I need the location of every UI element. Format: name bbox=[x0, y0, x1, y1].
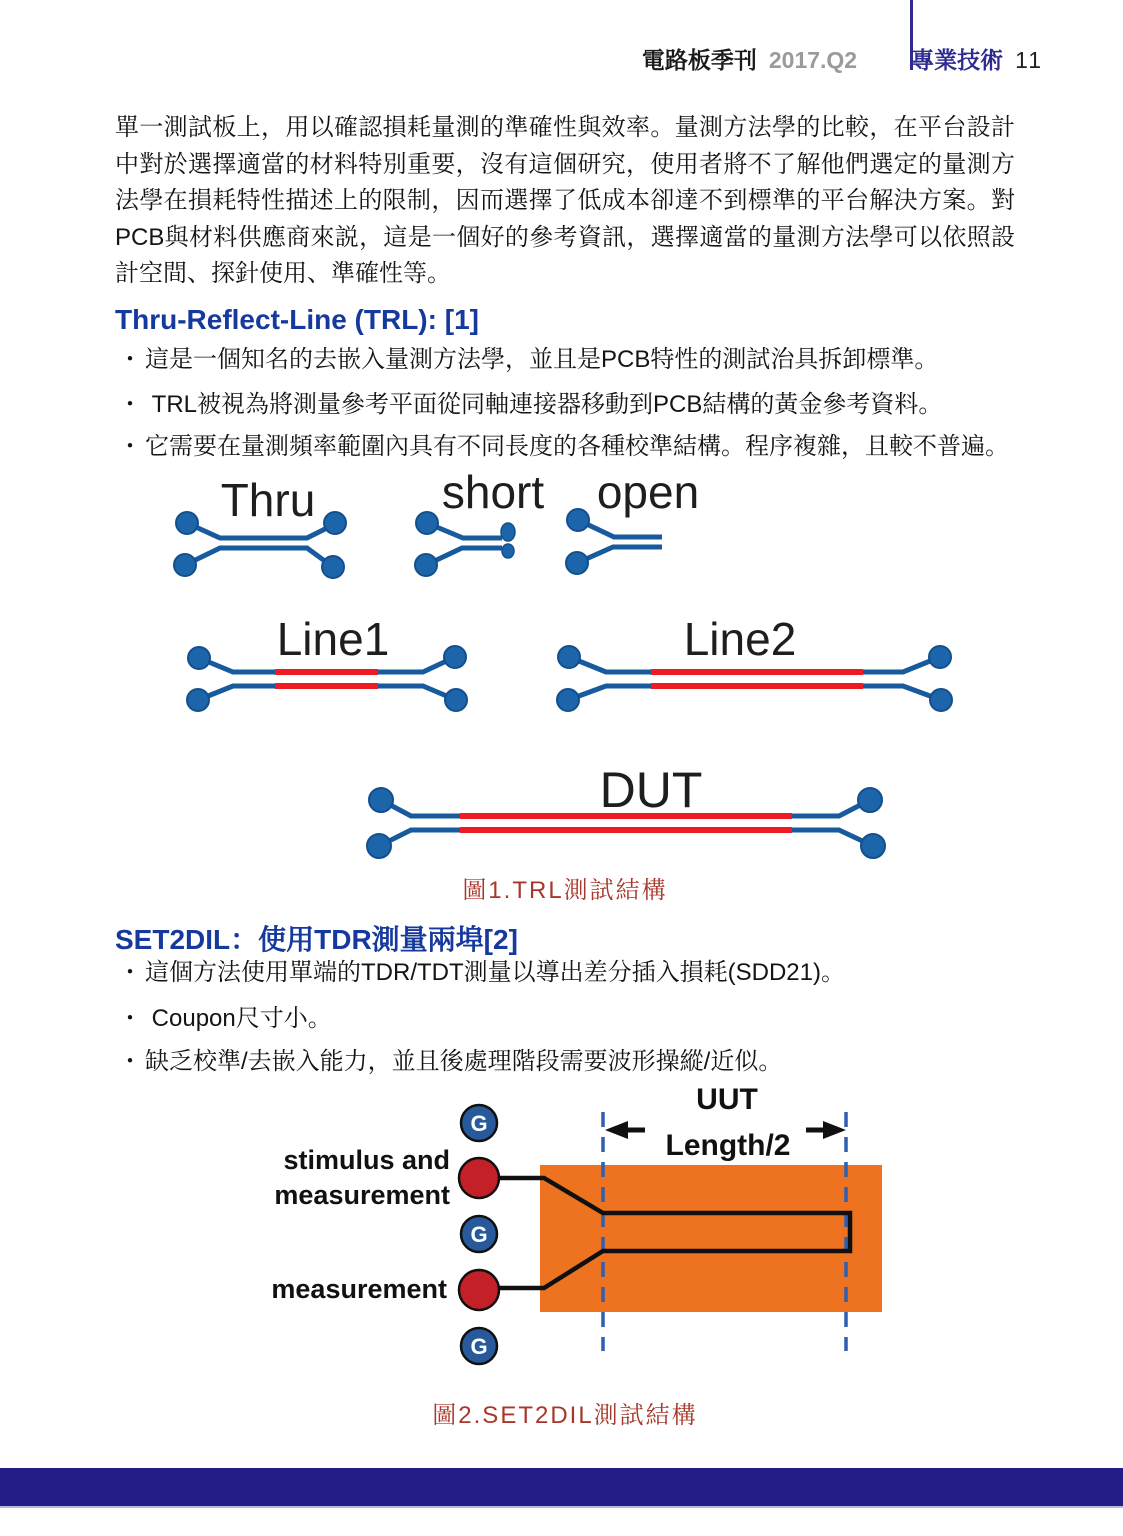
figure2-caption: 圖2.SET2DIL測試結構 bbox=[432, 1402, 698, 1429]
bullet-text: TRL被視為將測量參考平面從同軸連接器移動到PCB結構的黃金參考資料。 bbox=[145, 391, 943, 418]
journal-title: 電路板季刊 bbox=[641, 47, 757, 73]
set2dil-figure bbox=[240, 1085, 900, 1385]
bullet-icon: ・ bbox=[118, 391, 142, 418]
ground-pad-label: G bbox=[470, 1334, 488, 1359]
dut-structure bbox=[367, 762, 885, 858]
trl-bullet-2 bbox=[118, 389, 1023, 420]
page-number: 11 bbox=[1015, 47, 1043, 73]
stimulus-label-line1: stimulus and bbox=[283, 1145, 450, 1175]
set2dil-bullet-2 bbox=[118, 1003, 1023, 1034]
bullet-text: 它需要在量測頻率範圍內具有不同長度的各種校準結構。程序複雜，且較不普遍。 bbox=[145, 433, 1009, 460]
bullet-text: 這是一個知名的去嵌入量測方法學，並且是PCB特性的測試治具拆卸標準。 bbox=[145, 346, 939, 373]
set2dil-bullet-1 bbox=[118, 957, 1023, 988]
thru-structure bbox=[174, 474, 346, 578]
set2dil-bullet-3 bbox=[118, 1046, 1023, 1077]
page-header bbox=[0, 42, 1043, 75]
ground-pad-label: G bbox=[470, 1111, 488, 1136]
thru-label: Thru bbox=[220, 474, 316, 526]
short-label: short bbox=[441, 466, 545, 518]
line1-label: Line1 bbox=[276, 613, 390, 665]
bullet-text: 這個方法使用單端的TDR/TDT測量以導出差分插入損耗(SDD21)。 bbox=[145, 959, 845, 986]
figure1-caption: 圖1.TRL測試結構 bbox=[462, 877, 668, 904]
line2-structure bbox=[557, 613, 952, 711]
measurement-label: measurement bbox=[271, 1274, 447, 1304]
trl-figure bbox=[150, 460, 1030, 868]
length-label: Length/2 bbox=[665, 1129, 791, 1162]
section-tag: 專業技術 bbox=[911, 47, 1004, 73]
bullet-icon: ・ bbox=[118, 1048, 142, 1075]
stimulus-label-line2: measurement bbox=[274, 1180, 450, 1210]
coupon-board bbox=[540, 1165, 882, 1312]
open-structure bbox=[566, 466, 699, 574]
short-structure bbox=[415, 466, 544, 576]
ground-pad-icon bbox=[461, 1105, 497, 1141]
uut-label: UUT bbox=[696, 1085, 758, 1116]
set2dil-heading: SET2DIL：使用TDR測量兩埠[2] bbox=[115, 924, 518, 955]
ground-pad-icon bbox=[461, 1216, 497, 1252]
dut-label: DUT bbox=[599, 762, 703, 818]
trl-bullet-3 bbox=[118, 431, 1023, 462]
bullet-icon: ・ bbox=[118, 1005, 142, 1032]
bullet-icon: ・ bbox=[118, 433, 142, 460]
open-label: open bbox=[596, 466, 700, 518]
measurement-pad-icon bbox=[459, 1270, 499, 1310]
bullet-text: 缺乏校準/去嵌入能力，並且後處理階段需要波形操縱/近似。 bbox=[145, 1048, 783, 1075]
intro-paragraph: 單一測試板上，用以確認損耗量測的準確性與效率。量測方法學的比較，在平台設計中對於選擇適當的材料特別重要，沒有這個研究，使用者將不了解他們選定的量測方法學在損耗特性描述上的限制，因而選擇了低成本卻達不到標準的平台解決方案。對PCB與材料供應商來説，這是一個好的參考資訊，選擇適當的量測方法學可以依照設計空間、探針使用、準確性等。 bbox=[115, 114, 1015, 288]
bullet-text: Coupon尺寸小。 bbox=[145, 1005, 332, 1032]
issue-label: 2017.Q2 bbox=[768, 47, 858, 73]
footer-bar bbox=[0, 1468, 1123, 1508]
bullet-icon: ・ bbox=[118, 346, 142, 373]
trl-figure-drawing bbox=[150, 460, 1030, 868]
ground-pad-label: G bbox=[470, 1222, 488, 1247]
left-arrow-icon bbox=[605, 1121, 645, 1139]
right-arrow-icon bbox=[806, 1121, 846, 1139]
trl-bullet-1 bbox=[118, 344, 1023, 375]
stimulus-pad-icon bbox=[459, 1158, 499, 1198]
bullet-icon: ・ bbox=[118, 959, 142, 986]
line1-structure bbox=[187, 613, 467, 711]
trl-heading: Thru-Reflect-Line (TRL): [1] bbox=[115, 304, 479, 335]
set2dil-figure-drawing bbox=[240, 1085, 900, 1385]
ground-pad-icon bbox=[461, 1328, 497, 1364]
line2-label: Line2 bbox=[683, 613, 797, 665]
